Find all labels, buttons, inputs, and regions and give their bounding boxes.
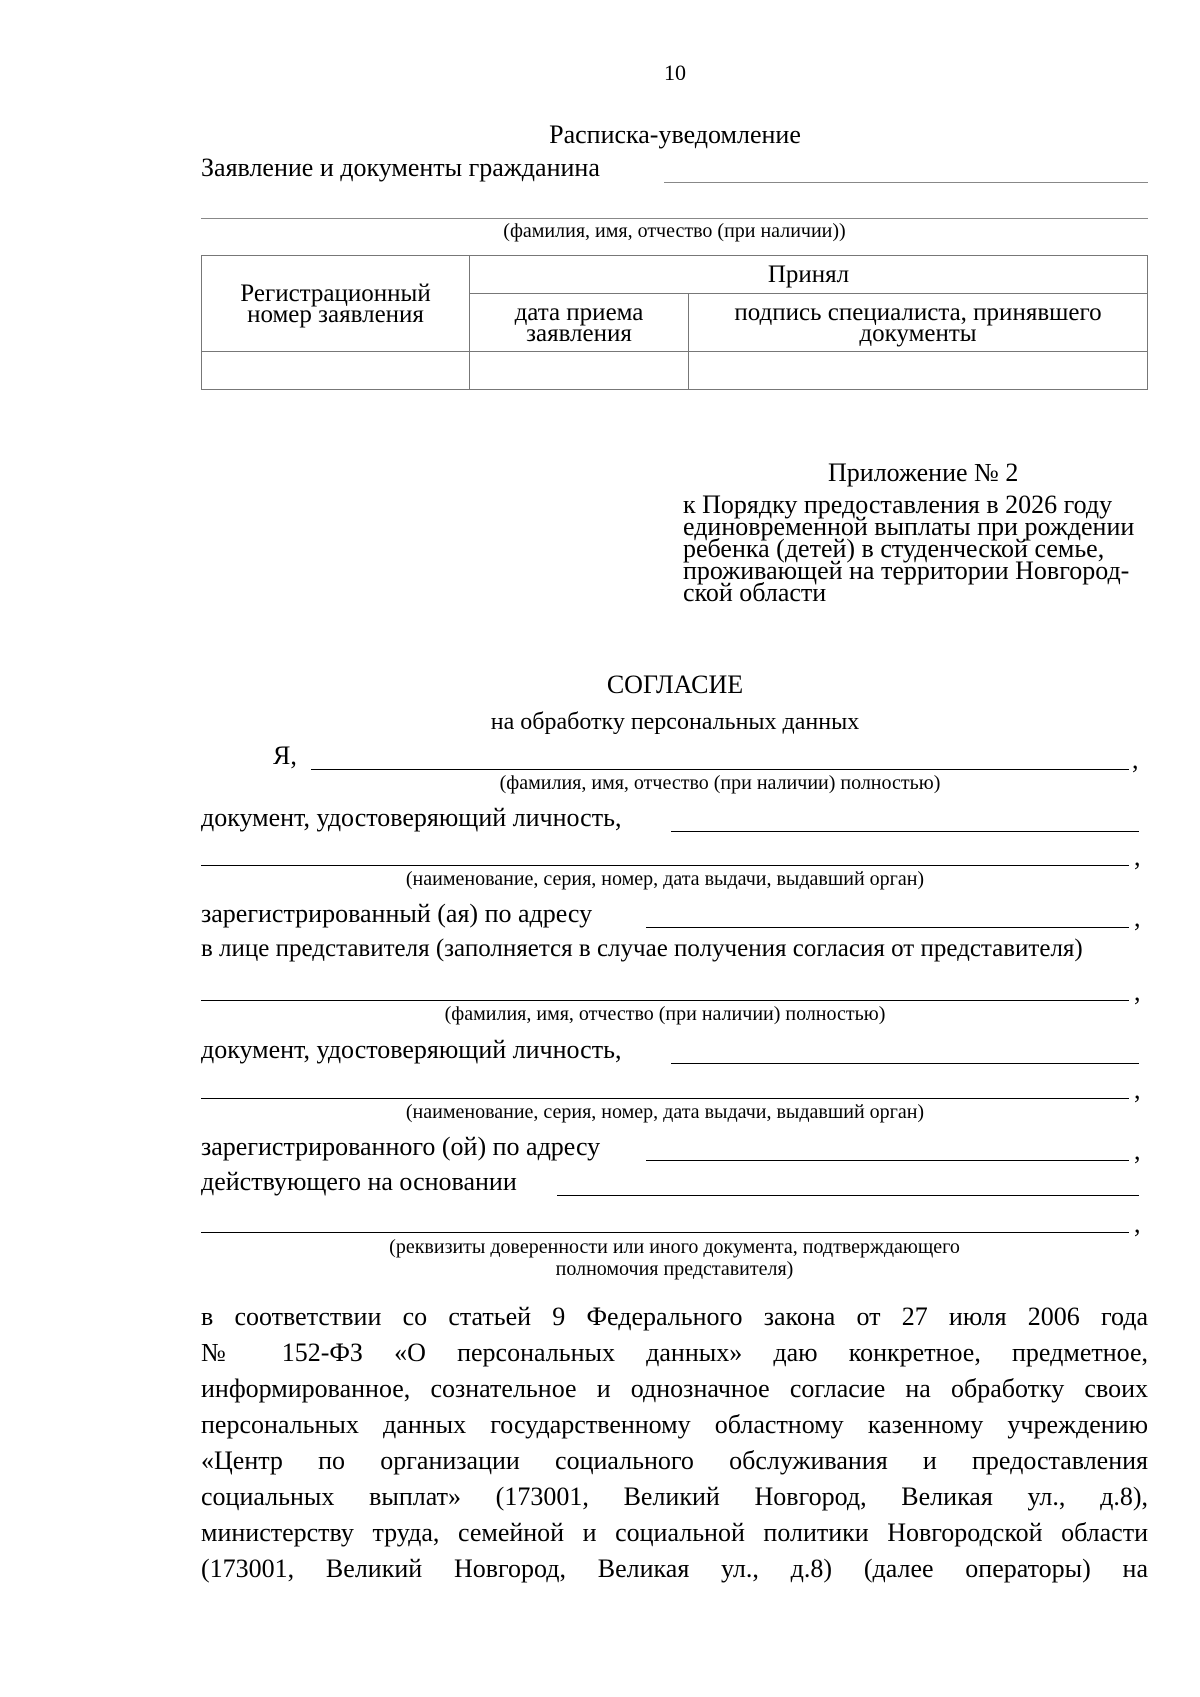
body-line: в соответствии со статьей 9 Федерального закона от 27 июля 2006 года xyxy=(201,1302,1148,1331)
appendix-line: ской области xyxy=(683,578,827,607)
representative-label: в лице представителя (заполняется в случае получения согласия от представителя) xyxy=(201,935,1083,962)
receipt-fio-caption: (фамилия, имя, отчество (при наличии)) xyxy=(503,220,846,242)
receipt-title: Расписка-уведомление xyxy=(549,120,801,149)
rep-fio-caption: (фамилия, имя, отчество (при наличии) полностью) xyxy=(444,1003,886,1025)
rep-address-input-line[interactable] xyxy=(646,1160,1129,1161)
comma: , xyxy=(1134,903,1141,932)
fio-full-caption: (фамилия, имя, отчество (при наличии) полностью) xyxy=(499,772,941,794)
citizen-name-line-2 xyxy=(201,218,1148,219)
receipt-table xyxy=(201,255,1148,390)
acting-basis-input-line[interactable] xyxy=(557,1195,1139,1196)
receipt-line-label: Заявление и документы гражданина xyxy=(201,153,600,182)
consent-subtitle: на обработку персональных данных xyxy=(490,709,860,735)
body-line: (173001, Великий Новгород, Великая ул., д.8) (далее операторы) на xyxy=(201,1554,1148,1583)
col-signature: подпись специалиста, принявшего документы xyxy=(689,294,1148,352)
id-doc-input-line[interactable] xyxy=(671,831,1139,832)
comma: , xyxy=(1134,842,1141,871)
appendix-line: к Порядку предоставления в 2026 году xyxy=(683,490,1113,519)
cell-signature[interactable] xyxy=(689,352,1148,390)
body-line: персональных данных государственному областному казенному учреждению xyxy=(201,1410,1148,1439)
appendix-line: проживающей на территории Новгород- xyxy=(683,556,1130,585)
body-line: министерству труда, семейной и социальной политики Новгородской области xyxy=(201,1518,1148,1547)
id-doc-caption: (наименование, серия, номер, дата выдачи, выдавший орган) xyxy=(405,868,925,890)
ya-label: Я, xyxy=(273,741,297,770)
id-doc-label: документ, удостоверяющий личность, xyxy=(201,803,622,832)
cell-date[interactable] xyxy=(470,352,689,390)
body-line: № 152-ФЗ «О персональных данных» даю конкретное, предметное, xyxy=(201,1338,1148,1367)
rep-id-doc-caption: (наименование, серия, номер, дата выдачи, выдавший орган) xyxy=(405,1101,925,1123)
registered-label: зарегистрированный (ая) по адресу xyxy=(201,899,593,928)
fio-input-line[interactable] xyxy=(311,769,1129,770)
appendix-line: единовременной выплаты при рождении xyxy=(683,512,1135,541)
acting-label: действующего на основании xyxy=(201,1167,517,1196)
col-accepted: Принял xyxy=(470,256,1148,294)
appendix-line: ребенка (детей) в студенческой семье, xyxy=(683,534,1105,563)
rep-fio-input-line[interactable] xyxy=(201,1000,1129,1001)
rep-id-doc-input-line[interactable] xyxy=(671,1063,1139,1064)
page-number: 10 xyxy=(664,60,686,85)
comma: , xyxy=(1134,1075,1141,1104)
comma: , xyxy=(1134,1136,1141,1165)
comma: , xyxy=(1134,1209,1141,1238)
rep-id-doc-input-line-2[interactable] xyxy=(201,1098,1129,1099)
body-line: социальных выплат» (173001, Великий Новгород, Великая ул., д.8), xyxy=(201,1482,1148,1511)
body-line: информированное, сознательное и однозначное согласие на обработку своих xyxy=(201,1374,1148,1403)
comma: , xyxy=(1132,745,1139,774)
appendix-title: Приложение № 2 xyxy=(828,458,1019,487)
power-input-line[interactable] xyxy=(201,1232,1129,1233)
id-doc-input-line-2[interactable] xyxy=(201,865,1129,866)
body-line: «Центр по организации социального обслуживания и предоставления xyxy=(201,1446,1148,1475)
consent-title: СОГЛАСИЕ xyxy=(606,670,744,699)
rep-registered-label: зарегистрированного (ой) по адресу xyxy=(201,1132,601,1161)
power-caption-line: (реквизиты доверенности или иного документа, подтверждающего xyxy=(389,1236,960,1258)
cell-registration-number[interactable] xyxy=(202,352,470,390)
address-input-line[interactable] xyxy=(646,927,1129,928)
col-registration-number: Регистрационный номер заявления xyxy=(202,256,470,352)
col-date: дата приема заявления xyxy=(470,294,689,352)
citizen-name-line xyxy=(664,182,1148,183)
appendix-text xyxy=(683,490,1135,607)
power-caption xyxy=(201,1236,1148,1280)
comma: , xyxy=(1134,977,1141,1006)
power-caption-line: полномочия представителя) xyxy=(555,1258,794,1280)
rep-id-doc-label: документ, удостоверяющий личность, xyxy=(201,1035,622,1064)
